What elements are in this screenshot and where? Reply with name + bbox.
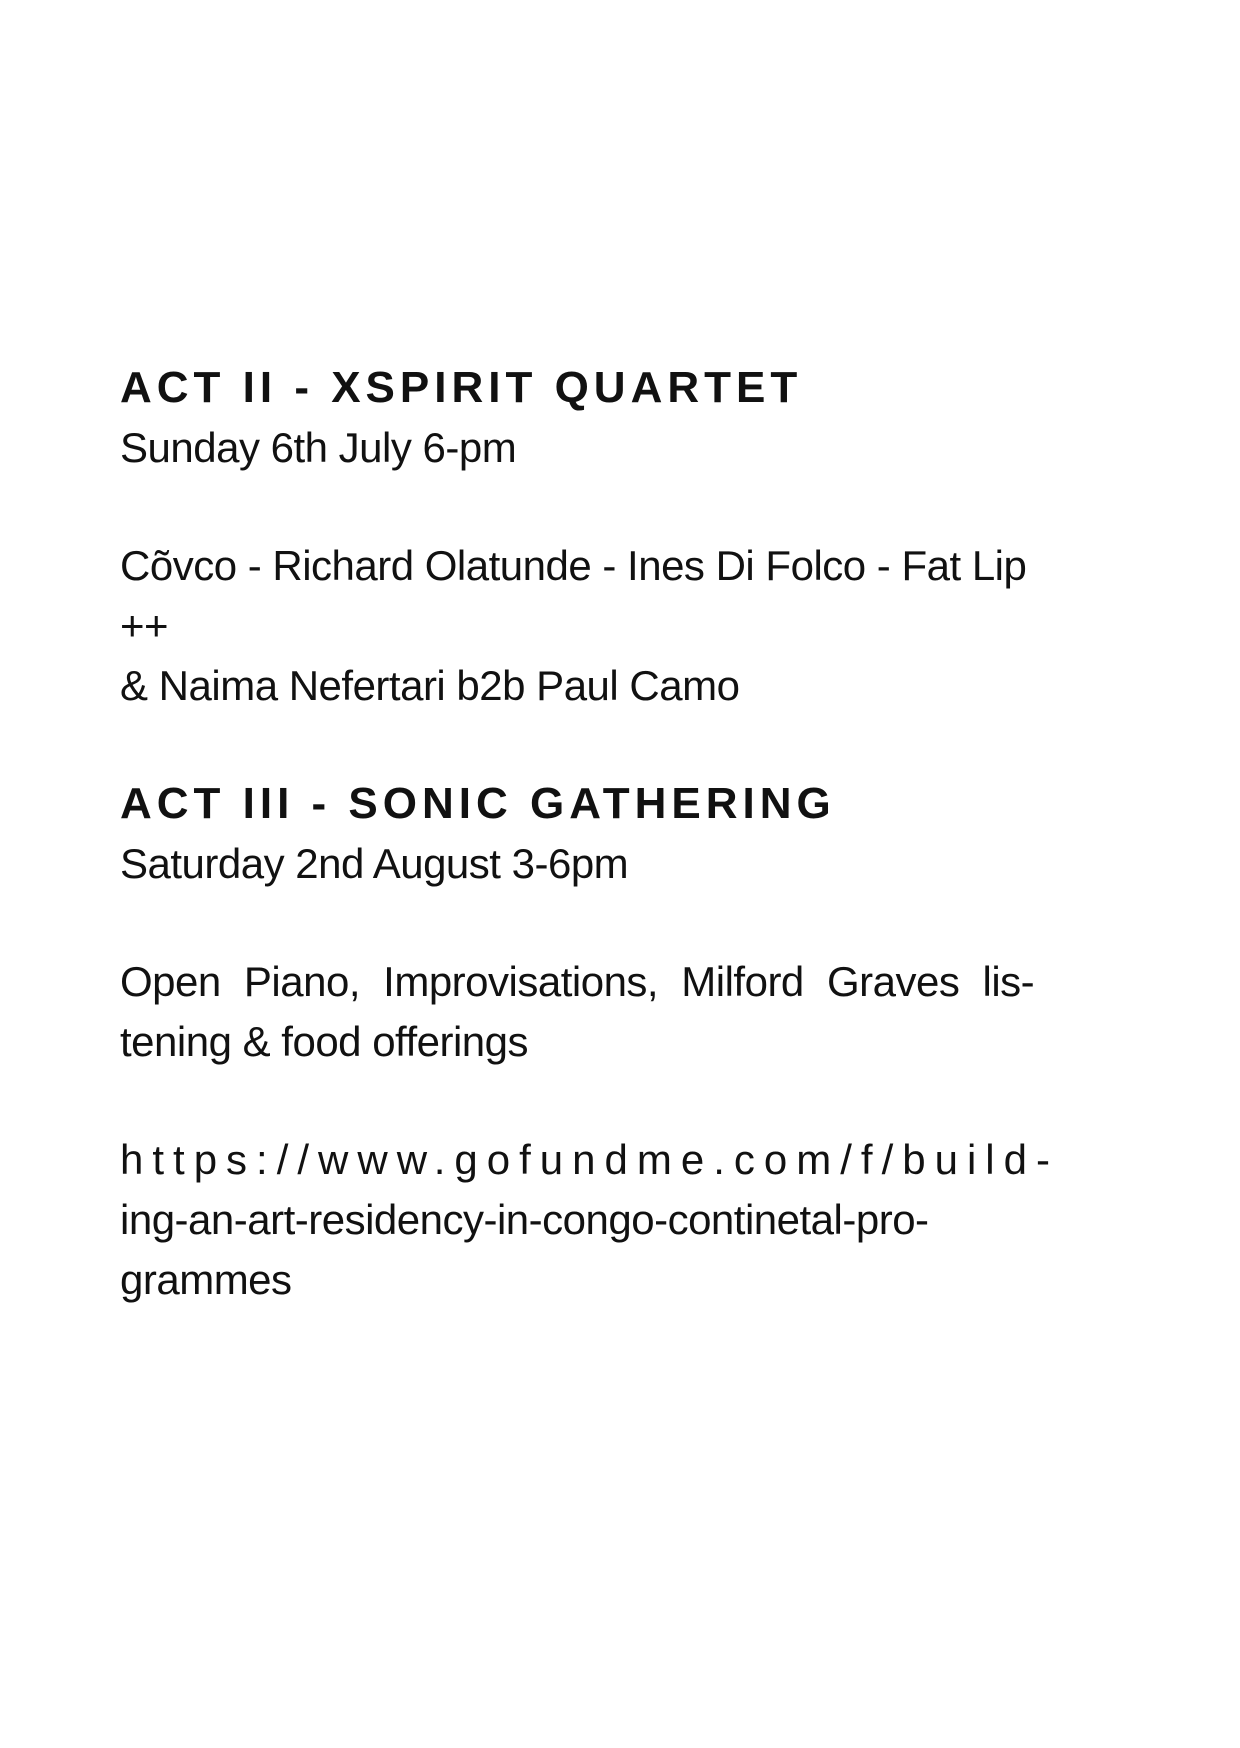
act-3-section [120, 774, 1130, 1072]
event-listing [120, 358, 1130, 1310]
act-3-description-line-1: Open Piano, Improvisations, Milford Graves lis- [120, 958, 1035, 1005]
fundraiser-link-line-3[interactable]: grammes [120, 1256, 292, 1303]
fundraiser-link-line-2[interactable]: ing-an-art-residency-in-congo-continetal-pro- [120, 1196, 929, 1243]
fundraiser-link-section [120, 1130, 1130, 1310]
act-2-lineup-line-3: & Naima Nefertari b2b Paul Camo [120, 662, 740, 709]
act-3-title: ACT III - SONIC GATHERING [120, 779, 836, 828]
act-2-title: ACT II - XSPIRIT QUARTET [120, 363, 803, 412]
act-2-lineup-line-2: ++ [120, 602, 169, 649]
act-3-date: Saturday 2nd August 3-6pm [120, 840, 629, 887]
act-2-section [120, 358, 1130, 716]
act-2-lineup-line-1: Cõvco - Richard Olatunde - Ines Di Folco - Fat Lip [120, 542, 1027, 589]
act-2-date: Sunday 6th July 6-pm [120, 424, 517, 471]
fundraiser-link-line-1[interactable]: https://www.gofundme.com/f/build- [120, 1136, 1059, 1183]
act-3-description-line-2: tening & food offerings [120, 1018, 529, 1065]
